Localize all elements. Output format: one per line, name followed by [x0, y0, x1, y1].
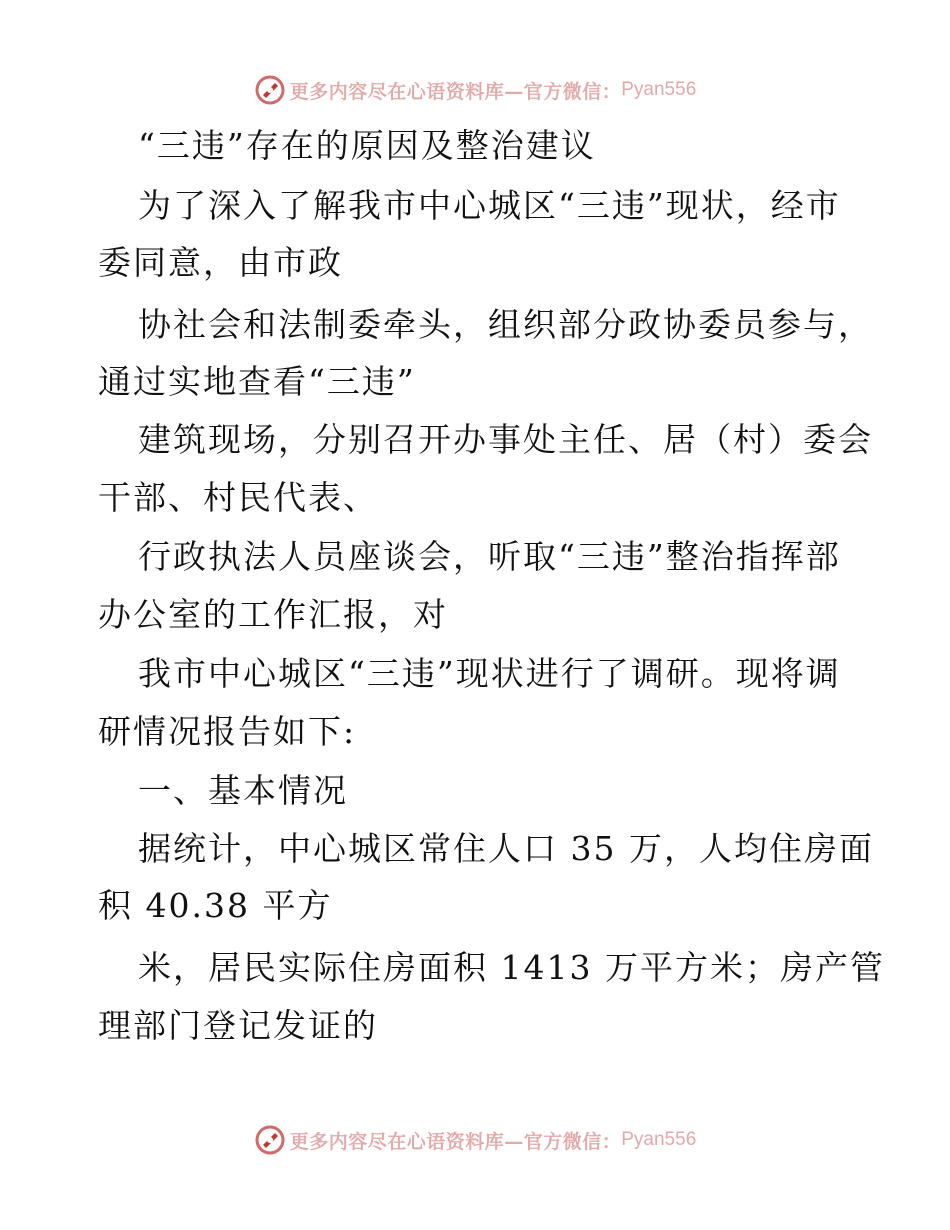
- document-title: “三违”存在的原因及整治建议: [138, 126, 596, 165]
- paragraph-line: 积 40.38 平方: [98, 886, 333, 925]
- paragraph-line: 委同意，由市政: [98, 243, 343, 282]
- paragraph-line: 据统计，中心城区常住人口 35 万，人均住房面: [138, 829, 874, 868]
- paragraph-line: 办公室的工作汇报，对: [98, 595, 448, 634]
- watermark-text: 更多内容尽在心语资料库—官方微信：: [289, 1130, 622, 1153]
- paragraph-line: 研情况报告如下:: [98, 712, 357, 751]
- paragraph-line: 为了深入了解我市中心城区“三违”现状，经市: [138, 186, 841, 225]
- paragraph-line: 行政执法人员座谈会，听取“三违”整治指挥部: [138, 537, 841, 576]
- footer-watermark: [0, 1122, 950, 1158]
- paragraph-line: 我市中心城区“三违”现状进行了调研。现将调: [138, 654, 841, 693]
- red-circular-logo-icon: [254, 74, 286, 106]
- red-circular-logo-icon: [254, 1124, 286, 1156]
- watermark-wechat-id: Pyan556: [621, 79, 697, 100]
- watermark-wechat-id: Pyan556: [621, 1129, 697, 1150]
- watermark-text: 更多内容尽在心语资料库—官方微信：: [289, 80, 622, 103]
- paragraph-line: 米，居民实际住房面积 1413 万平方米；房产管: [138, 948, 885, 987]
- section-heading: 一、基本情况: [138, 771, 348, 810]
- paragraph-line: 协社会和法制委牵头，组织部分政协委员参与，: [138, 305, 873, 344]
- paragraph-line: 干部、村民代表、: [98, 478, 378, 517]
- paragraph-line: 理部门登记发证的: [98, 1006, 378, 1045]
- header-watermark: [0, 72, 950, 108]
- paragraph-line: 通过实地查看“三违”: [98, 362, 416, 401]
- paragraph-line: 建筑现场，分别召开办事处主任、居（村）委会: [138, 420, 873, 459]
